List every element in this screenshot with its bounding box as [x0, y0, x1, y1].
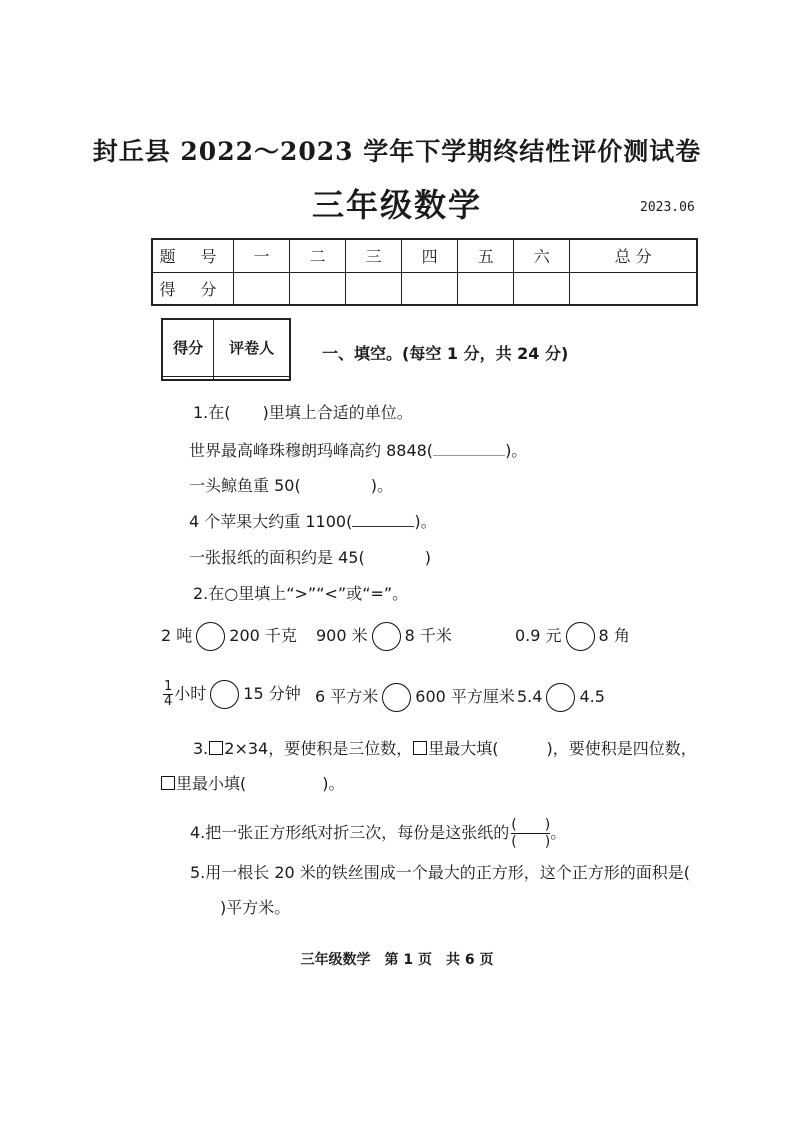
score-col-total: 总 分 — [570, 239, 697, 272]
q4-text: 4.把一张正方形纸对折三次，每份是这张纸的 — [190, 823, 510, 842]
q3-text-e: )。 — [322, 774, 345, 793]
q1-item-4 — [189, 545, 431, 568]
digit-box-icon — [161, 776, 175, 790]
q2-compare-5 — [315, 683, 515, 712]
digit-box-icon — [413, 741, 427, 755]
compare-left: 5.4 — [517, 687, 543, 706]
q1-item-3-text: 4 个苹果大约重 1100( — [189, 512, 353, 531]
score-row1-label: 题 号 — [152, 239, 234, 272]
q1-item-3-close: )。 — [414, 512, 437, 531]
compare-right: 15 分钟 — [243, 684, 301, 703]
score-col-6: 六 — [514, 239, 570, 272]
q3-number: 3. — [193, 739, 209, 758]
q4-end: 。 — [550, 823, 567, 842]
compare-circle[interactable] — [210, 680, 239, 709]
grader-score-label: 得分 — [162, 319, 214, 376]
fraction-numerator: ( ) — [511, 817, 551, 833]
q1-stem: 1.在( )里填上合适的单位。 — [193, 403, 413, 422]
score-col-5: 五 — [458, 239, 514, 272]
compare-right: 4.5 — [579, 687, 605, 706]
q5-line-1: 5.用一根长 20 米的铁丝围成一个最大的正方形，这个正方形的面积是( — [190, 863, 691, 882]
page-footer: 三年级数学 第 1 页 共 6 页 — [300, 952, 494, 968]
grader-name-label: 评卷人 — [214, 319, 290, 376]
answer-blank[interactable] — [246, 774, 322, 789]
q3-line-1 — [193, 736, 697, 759]
q2-compare-1 — [161, 622, 297, 651]
score-cell[interactable] — [402, 272, 458, 305]
fraction — [163, 680, 173, 709]
answer-blank[interactable] — [433, 441, 505, 456]
fraction-denominator: 4 — [164, 694, 173, 709]
compare-right: 600 平方厘米 — [415, 687, 515, 706]
fraction-numerator: 1 — [164, 679, 173, 694]
compare-circle[interactable] — [196, 622, 225, 651]
q3-text-a: 2×34，要使积是三位数， — [224, 739, 413, 758]
q2-stem: 2.在○里填上“>”“<”或“=”。 — [193, 584, 409, 603]
compare-left: 小时 — [174, 684, 207, 703]
score-col-3: 三 — [346, 239, 402, 272]
q1-item-4-close: ) — [424, 548, 431, 567]
compare-circle[interactable] — [546, 683, 575, 712]
compare-right: 8 千米 — [404, 626, 452, 645]
q3-text-c: )，要使积是四位数， — [546, 739, 697, 758]
compare-circle[interactable] — [382, 683, 411, 712]
exam-title: 封丘县 2022～2023 学年下学期终结性评价测试卷 — [92, 137, 702, 166]
fraction-denominator: ( ) — [511, 834, 551, 850]
q5-line-2 — [220, 895, 290, 918]
score-cell[interactable] — [234, 272, 290, 305]
answer-blank[interactable] — [301, 476, 371, 491]
answer-blank[interactable] — [352, 512, 414, 527]
q1-item-2 — [189, 473, 393, 496]
q2-compare-6 — [517, 683, 605, 712]
exam-date: 2023.06 — [640, 200, 695, 215]
q5-end: )平方米。 — [220, 898, 291, 917]
score-table-score-row — [152, 272, 697, 305]
q3-text-b: 里最大填( — [428, 739, 499, 758]
compare-left: 900 米 — [316, 626, 368, 645]
score-cell[interactable] — [346, 272, 402, 305]
q1-item-3 — [189, 509, 437, 532]
q2-compare-2 — [316, 622, 452, 651]
answer-blank[interactable] — [365, 548, 425, 563]
q4-line — [190, 817, 566, 850]
score-col-2: 二 — [290, 239, 346, 272]
q1-item-2-text: 一头鲸鱼重 50( — [189, 476, 301, 495]
grader-table — [161, 318, 291, 381]
fraction-answer[interactable] — [511, 817, 550, 850]
score-col-4: 四 — [402, 239, 458, 272]
score-cell[interactable] — [290, 272, 346, 305]
score-table-header-row — [152, 239, 697, 272]
q1-item-1-close: )。 — [505, 441, 528, 460]
compare-left: 0.9 元 — [515, 626, 562, 645]
compare-right: 8 角 — [598, 626, 630, 645]
digit-box-icon — [209, 741, 223, 755]
score-col-1: 一 — [234, 239, 290, 272]
score-cell[interactable] — [570, 272, 697, 305]
grader-score-cell[interactable] — [162, 376, 214, 380]
q1-item-2-close: )。 — [370, 476, 393, 495]
q3-text-d: 里最小填( — [176, 774, 247, 793]
q2-compare-3 — [515, 622, 630, 651]
score-row2-label: 得 分 — [152, 272, 234, 305]
section-1-title: 一、填空。(每空 1 分，共 24 分) — [322, 344, 569, 363]
grader-name-cell[interactable] — [214, 376, 290, 380]
compare-right: 200 千克 — [229, 626, 297, 645]
q1-item-1 — [189, 438, 527, 461]
q2-compare-4 — [163, 680, 301, 709]
compare-left: 6 平方米 — [315, 687, 379, 706]
exam-subject: 三年级数学 — [311, 186, 482, 224]
compare-left: 2 吨 — [161, 626, 193, 645]
compare-circle[interactable] — [372, 622, 401, 651]
q1-item-4-text: 一张报纸的面积约是 45( — [189, 548, 365, 567]
answer-blank[interactable] — [498, 739, 546, 754]
q3-line-2 — [160, 771, 345, 794]
score-cell[interactable] — [514, 272, 570, 305]
score-cell[interactable] — [458, 272, 514, 305]
compare-circle[interactable] — [566, 622, 595, 651]
q1-item-1-text: 世界最高峰珠穆朗玛峰高约 8848( — [189, 441, 434, 460]
score-table — [151, 238, 698, 306]
